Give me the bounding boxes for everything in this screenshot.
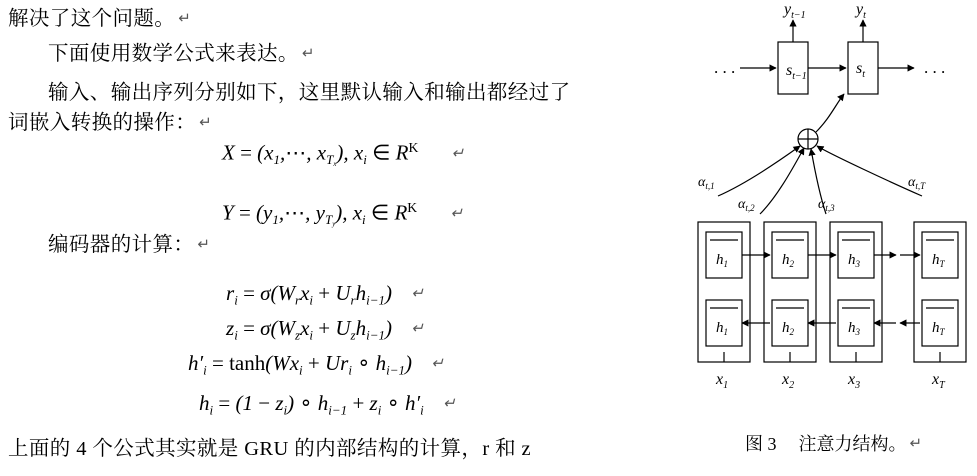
- paragraph-3: [48, 78, 571, 108]
- paragraph-2-text: 下面使用数学公式来表达。: [48, 43, 299, 65]
- alpha-t2-label: $\alpha_{t,2}$: [738, 197, 755, 213]
- paragraph-2: [48, 39, 315, 69]
- input-xT-label: $x_T$: [932, 371, 945, 391]
- pilcrow-mark: ↵: [442, 396, 456, 412]
- ellipsis-right: . . .: [924, 58, 946, 77]
- input-x3-label: $x_3$: [848, 371, 861, 391]
- pilcrow-mark: ↵: [197, 237, 211, 253]
- pilcrow-mark: ↵: [909, 436, 923, 452]
- pilcrow-mark: ↵: [411, 321, 424, 337]
- paragraph-6-text: 上面的 4 个公式其实就是 GRU 的内部结构的计算，r 和 z: [8, 438, 532, 460]
- figure-caption-text: 注意力结构。: [798, 434, 907, 454]
- pilcrow-mark: ↵: [451, 145, 465, 162]
- figure-caption: [690, 430, 977, 456]
- attention-diagram-svg: [690, 0, 977, 430]
- output-y-prev-label: $y_{t-1}$: [784, 1, 806, 21]
- hidden-unit-3-bwd-label: $h_3$: [848, 320, 860, 337]
- figure-caption-label: 图 3: [744, 434, 777, 454]
- state-cell-t-label: $s_t$: [856, 60, 866, 80]
- paragraph-5: [48, 230, 210, 260]
- hidden-unit-3-fwd-label: $h_3$: [848, 252, 860, 269]
- paragraph-3-text: 输入、输出序列分别如下，这里默认输入和输出都经过了: [48, 82, 571, 104]
- hidden-unit-2-bwd-label: $h_2$: [782, 320, 794, 337]
- formula-hidden-state: $h_i = (1 - z_i)$ ∘ $h_{i-1} + z_i$ ∘ $h'_i$ ↵: [199, 391, 456, 418]
- formula-candidate-state: $h'_i = \tanh(Wx_i + Ur_i$ ∘ $h_{i-1}$) ↵: [188, 351, 444, 378]
- pilcrow-mark: ↵: [199, 115, 213, 131]
- hidden-unit-T-fwd-label: $h_T$: [932, 252, 945, 269]
- hidden-unit-1-fwd-label: $h_1$: [716, 252, 728, 269]
- pilcrow-mark: ↵: [301, 46, 315, 62]
- paragraph-1: [8, 4, 191, 34]
- alpha-t3-label: $\alpha_{t,3}$: [818, 197, 835, 213]
- pilcrow-mark: ↵: [178, 11, 192, 27]
- paragraph-4-text: 词嵌入转换的操作：: [8, 112, 197, 134]
- state-cell-prev-label: $s_{t-1}$: [786, 62, 807, 82]
- hidden-unit-T-bwd-label: $h_T$: [932, 320, 945, 337]
- hidden-unit-2-fwd-label: $h_2$: [782, 252, 794, 269]
- input-x1-label: $x_1$: [716, 371, 729, 391]
- paragraph-5-text: 编码器的计算：: [48, 234, 195, 256]
- alpha-tT-label: $\alpha_{t,T}$: [908, 175, 926, 191]
- formula-input-sequence: $X = (x_1,\cdots$, $x_{Tx}$), $x_i$ ∈ $R^K$ ↵: [222, 140, 465, 169]
- output-y-t-label: $y_t$: [856, 1, 866, 21]
- attention-structure-figure: [690, 0, 977, 476]
- paragraph-4: [8, 108, 212, 138]
- pilcrow-mark: ↵: [450, 205, 463, 222]
- pilcrow-mark: ↵: [411, 286, 424, 302]
- formula-output-sequence: $Y = (y_1,\cdots$, $y_{Ty}$), $x_i$ ∈ $R^K$ ↵: [222, 200, 463, 229]
- formula-reset-gate: $r_i = \sigma(W_rx_i + U_rh_{i-1})$ ↵: [226, 281, 424, 308]
- paragraph-6: [8, 434, 531, 464]
- alpha-t1-label: $\alpha_{t,1}$: [698, 175, 715, 191]
- hidden-unit-1-bwd-label: $h_1$: [716, 320, 728, 337]
- pilcrow-mark: ↵: [431, 356, 444, 372]
- ellipsis-left: . . .: [714, 58, 736, 77]
- formula-update-gate: $z_i = \sigma(W_zx_i + U_zh_{i-1})$ ↵: [226, 316, 424, 343]
- input-x2-label: $x_2$: [782, 371, 795, 391]
- paragraph-1-text: 解决了这个问题。: [8, 8, 176, 30]
